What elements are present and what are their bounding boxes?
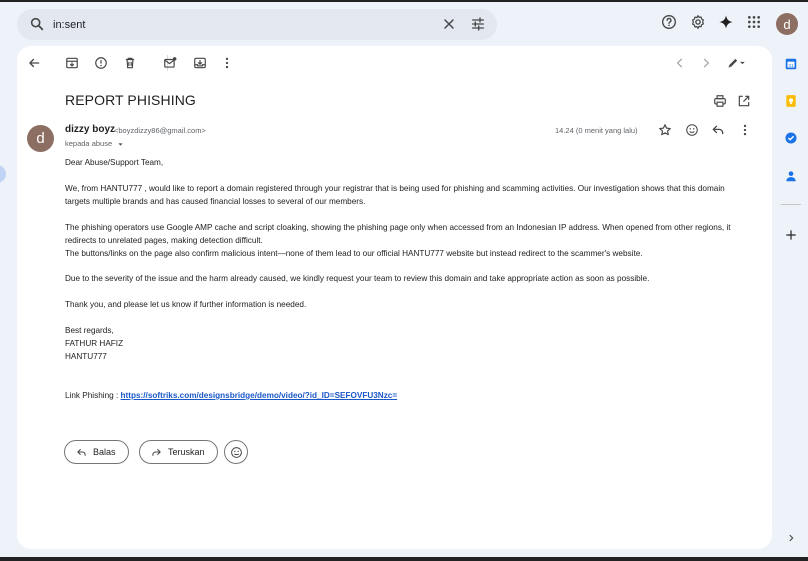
recipient-label: kepada abuse xyxy=(65,139,113,148)
forward-button-label: Teruskan xyxy=(168,447,205,457)
help-icon[interactable] xyxy=(661,14,677,30)
message-more-icon[interactable] xyxy=(738,123,752,137)
side-panel-divider xyxy=(781,204,801,205)
body-paragraph-4: Thank you, and please let us know if further information is needed. xyxy=(65,300,307,310)
emoji-icon xyxy=(230,446,243,459)
move-to-icon[interactable] xyxy=(193,56,207,70)
body-signature: Best regards, FATHUR HAFIZ HANTU777 xyxy=(65,326,124,362)
delete-icon[interactable] xyxy=(123,56,137,70)
gemini-icon[interactable] xyxy=(718,14,734,30)
email-timestamp: 14.24 (0 menit yang lalu) xyxy=(555,126,638,135)
emoji-reaction-button[interactable] xyxy=(224,440,248,464)
mark-unread-icon[interactable] xyxy=(163,56,177,70)
archive-icon[interactable] xyxy=(65,56,79,70)
report-spam-icon[interactable] xyxy=(94,56,108,70)
body-link-line xyxy=(65,390,745,403)
keep-icon[interactable] xyxy=(784,94,798,108)
input-tools-icon[interactable] xyxy=(725,56,747,70)
get-addons-icon[interactable] xyxy=(784,228,798,242)
reply-button-label: Balas xyxy=(93,447,116,457)
recipient-line[interactable] xyxy=(65,139,124,148)
print-icon[interactable] xyxy=(713,94,727,108)
sidebar-toggle-tab[interactable] xyxy=(0,165,6,183)
contacts-icon[interactable] xyxy=(784,169,798,183)
older-chevron-icon[interactable] xyxy=(699,56,713,70)
email-subject: REPORT PHISHING xyxy=(65,92,196,108)
clear-search-icon[interactable] xyxy=(441,16,457,32)
phishing-link[interactable]: https://softriks.com/designsbridge/demo/video/?id_ID=SEFOVFU3Nzc= xyxy=(120,390,398,400)
account-avatar[interactable]: d xyxy=(776,13,798,35)
reply-icon[interactable] xyxy=(711,123,725,137)
sender-avatar[interactable]: d xyxy=(27,125,54,152)
search-bar[interactable] xyxy=(17,9,497,40)
recipient-details-chevron-icon[interactable] xyxy=(117,141,124,148)
open-new-window-icon[interactable] xyxy=(737,94,751,108)
search-input[interactable] xyxy=(53,15,413,34)
sender-name[interactable]: dizzy boyz xyxy=(65,124,116,135)
search-icon[interactable] xyxy=(29,16,45,32)
add-reaction-icon[interactable] xyxy=(685,123,699,137)
star-icon[interactable] xyxy=(658,123,672,137)
forward-button[interactable] xyxy=(139,440,218,464)
svg-text:31: 31 xyxy=(788,62,794,68)
more-options-icon[interactable] xyxy=(220,56,234,70)
forward-button-icon xyxy=(151,447,162,458)
message-panel xyxy=(17,46,772,549)
sender-email: <boyzdizzy86@gmail.com> xyxy=(114,126,206,135)
gmail-window xyxy=(0,2,808,557)
tasks-icon[interactable] xyxy=(784,131,798,145)
body-greeting: Dear Abuse/Support Team, xyxy=(65,158,164,167)
email-body xyxy=(65,157,745,403)
body-paragraph-1: We, from HANTU777 , would like to report a domain registered through your registrar that is being used for phishing and scamming activities. Our investigation shows that this domain targets multiple brands and has caused financial losses to several of our members. xyxy=(65,183,725,206)
back-icon[interactable] xyxy=(27,56,41,70)
expand-side-panel-icon[interactable] xyxy=(786,533,796,543)
body-paragraph-2: The phishing operators use Google AMP cache and script cloaking, showing the phishing page only when accessed from an Indonesian IP address. When opened from other regions, it redirects to unrelated pages, making detection difficult. The buttons/links on the page also confirm malicious intent—none of them lead to our official HANTU777 website but instead redirect to the scammer's website. xyxy=(65,222,731,258)
link-label: Link Phishing : xyxy=(65,390,121,400)
settings-icon[interactable] xyxy=(690,14,706,30)
body-paragraph-3: Due to the severity of the issue and the harm already caused, we kindly request your team to review this domain and take appropriate action as soon as possible. xyxy=(65,274,650,284)
newer-chevron-icon[interactable] xyxy=(673,56,687,70)
apps-grid-icon[interactable] xyxy=(746,14,762,30)
calendar-icon[interactable] xyxy=(784,57,798,71)
reply-button-icon xyxy=(76,447,87,458)
search-options-icon[interactable] xyxy=(470,16,486,32)
reply-button[interactable] xyxy=(64,440,129,464)
